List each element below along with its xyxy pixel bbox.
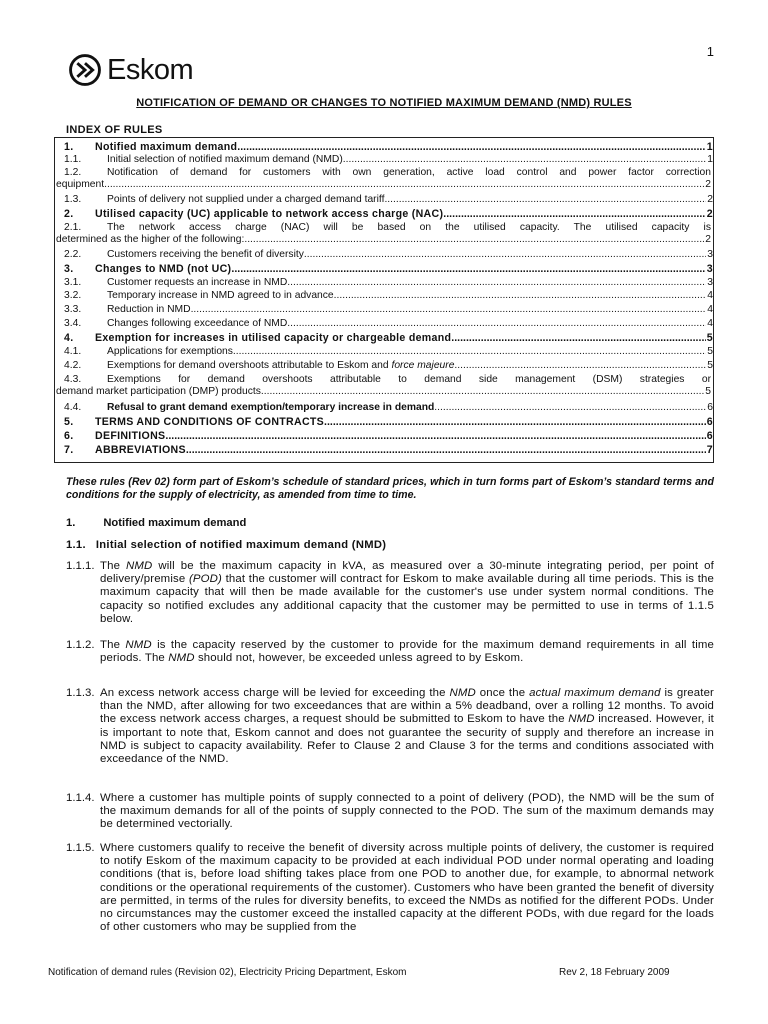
toc-entry[interactable]: 1.1. Initial selection of notified maximum demand (NMD) ..... 1 — [64, 154, 713, 166]
clause-1-1-5: 1.1.5. Where customers qualify to receive the benefit of diversity across multiple points of delivery, the customer is required to notify Eskom of the maximum capacity to be provided at each individual POD under normal operating and loading conditions (that is, before load shifting takes place from one POD to another due, for example, to abnormal network conditions or the operational requirements of the customer). Customers who have been granted the benefit of diversity are permitted, in terms of the rules for diversity benefits, to exceed the NMDs as notified for the different PODs. Under no circumstances may the customer exceed the installed capacity at the different PODs, with due regard for the loads of other customers who may be supplied from the — [66, 842, 714, 934]
clause-1-1-3: 1.1.3. An excess network access charge will be levied for exceeding the NMD once the actual maximum demand is greater than the NMD, after allowing for two exceedances that are within a 5% deadband, over a rolling 12 months. To avoid the excess network access charges, a request should be submitted to Eskom to have the NMD increased. However, it is important to note that, Eskom cannot and does not guarantee the security of supply and therefore an increase in NMD is subject to capacity availability. Refer to Clause 2 and Clause 3 for the terms and conditions associated with exceedance of the NMD. — [66, 687, 714, 766]
toc-entry[interactable]: 4.4. Refusal to grant demand exemption/temporary increase in demand ..... 6 — [64, 402, 713, 414]
index-of-rules — [54, 137, 714, 463]
footer-left: Notification of demand rules (Revision 02), Electricity Pricing Department, Eskom — [48, 967, 407, 978]
toc-entry[interactable]: 2.2. Customers receiving the benefit of diversity ..... 3 — [64, 249, 713, 261]
footer-right: Rev 2, 18 February 2009 — [559, 967, 670, 978]
toc-entry[interactable]: 6. DEFINITIONS ..... 6 — [64, 430, 713, 442]
toc-entry[interactable]: 2.1. The network access charge (NAC) will be based on the utilised capacity. The utilised capacity is determined as the higher of the following: ..... 2 — [64, 222, 711, 246]
document-title: NOTIFICATION OF DEMAND OR CHANGES TO NOTIFIED MAXIMUM DEMAND (NMD) RULES — [136, 97, 632, 109]
eskom-logo-icon — [68, 53, 102, 87]
toc-entry[interactable]: 1.2. Notification of demand for customers with own generation, active load control and power factor correction equipment ..... 2 — [64, 167, 711, 191]
toc-entry[interactable]: 5. TERMS AND CONDITIONS OF CONTRACTS ..... 6 — [64, 416, 713, 428]
toc-entry[interactable]: 4.3. Exemptions for demand overshoots attributable to demand side management (DSM) strategies or demand market participation (DMP) products ..... 5 — [64, 374, 711, 398]
eskom-wordmark: Eskom — [107, 53, 194, 86]
toc-entry[interactable]: 2. Utilised capacity (UC) applicable to network access charge (NAC) ..... 2 — [64, 208, 713, 220]
toc-entry[interactable]: 4. Exemption for increases in utilised capacity or chargeable demand ..... 5 — [64, 332, 713, 344]
toc-entry[interactable]: 3.3. Reduction in NMD ..... 4 — [64, 304, 713, 316]
toc-entry[interactable]: 3.1. Customer requests an increase in NMD ..... 3 — [64, 277, 713, 289]
toc-entry[interactable]: 4.1. Applications for exemptions ..... 5 — [64, 346, 713, 358]
clause-1-1-1: 1.1.1. The NMD will be the maximum capacity in kVA, as measured over a 30-minute integrating period, per point of delivery/premise (POD) that the customer will contract for Eskom to make available during all time periods. This is the maximum capacity that will then be made available for the customer's use under system normal conditions. The capacity so notified excludes any additional capacity that the customer may be permitted to use in terms of 1.1.5 below. — [66, 560, 714, 625]
toc-entry[interactable]: 1. Notified maximum demand ..... 1 — [64, 141, 713, 153]
subsection-heading: 1.1. Initial selection of notified maximum demand (NMD) — [66, 539, 387, 551]
index-heading: INDEX OF RULES — [66, 124, 163, 136]
section-heading: 1. Notified maximum demand — [66, 517, 247, 529]
clause-1-1-4: 1.1.4. Where a customer has multiple points of supply connected to a point of delivery (POD), the NMD will be the sum of the maximum demands for all of the points of supply connected to the POD. The sum of the maximum demands may be determined vectorially. — [66, 792, 714, 831]
toc-entry[interactable]: 3.2. Temporary increase in NMD agreed to in advance ..... 4 — [64, 290, 713, 302]
eskom-logo — [68, 52, 193, 88]
toc-entry[interactable]: 4.2. Exemptions for demand overshoots attributable to Eskom and force majeure ..... 5 — [64, 360, 713, 372]
clause-1-1-2: 1.1.2. The NMD is the capacity reserved by the customer to provide for the maximum demand requirements in all time periods. The NMD should not, however, be exceeded unless agreed to by Eskom. — [66, 639, 714, 665]
toc-entry[interactable]: 3.4. Changes following exceedance of NMD ..... 4 — [64, 318, 713, 330]
preamble-note: These rules (Rev 02) form part of Eskom’s schedule of standard prices, which in turn forms part of Eskom’s standard terms and conditions for the supply of electricity, as amended from time to time. — [66, 476, 714, 501]
toc-entry[interactable]: 7. ABBREVIATIONS ..... 7 — [64, 444, 713, 456]
page-number: 1 — [706, 44, 714, 59]
toc-entry[interactable]: 1.3. Points of delivery not supplied under a charged demand tariff ..... 2 — [64, 194, 713, 206]
toc-entry[interactable]: 3. Changes to NMD (not UC) ..... 3 — [64, 263, 713, 275]
